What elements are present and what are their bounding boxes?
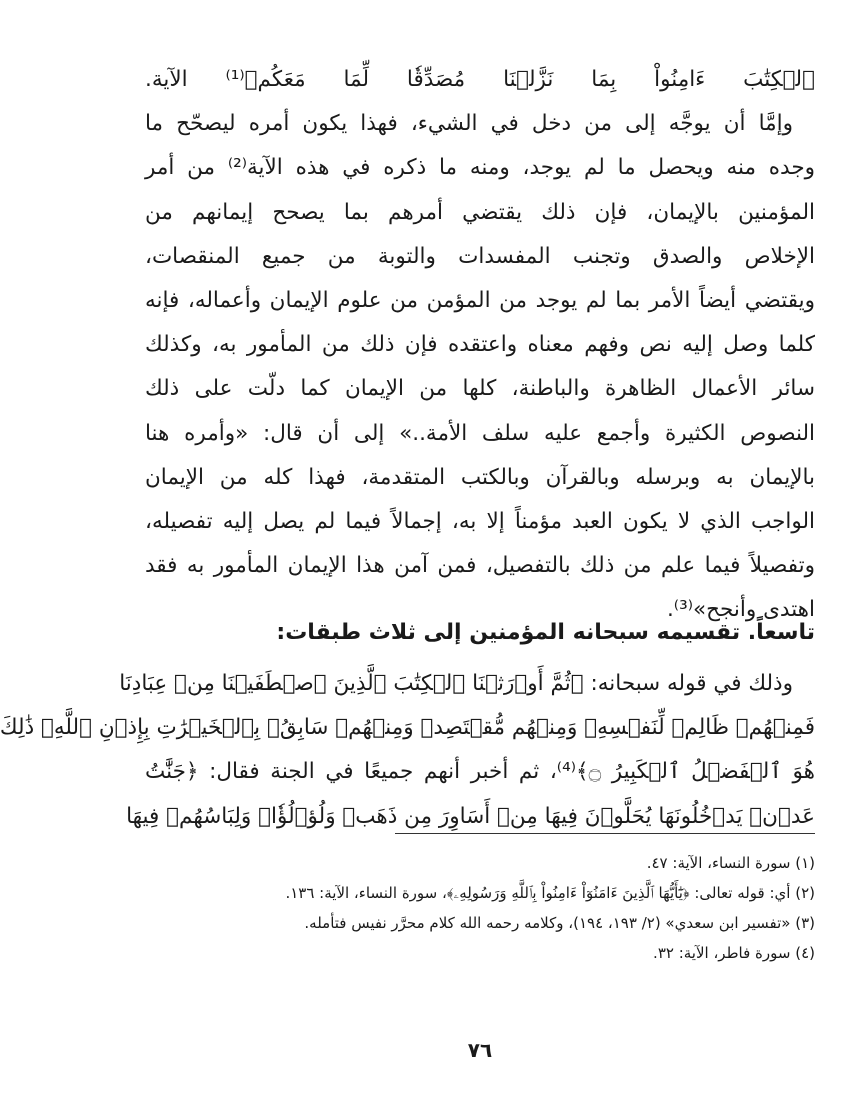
footnote: (٢) أي: قوله تعالى: ﴿يَٰٓأَيُّهَا ٱلَّذِينَ ءَامَنُوٓاْ ءَامِنُواْ بِٱللَّهِ وَرَسُولِهِۦ﴾، سورة النساء، الآية: ١٣٦. <box>285 884 815 902</box>
body-line: وإمَّا أن يوجَّه إلى من دخل في الشيء، فهذا يكون أمره ليصحّح ما <box>145 111 793 137</box>
body-line: وتفصيلاً فيما علم من ذلك بالتفصيل، فمن آمن هذا الإيمان المأمور به فقد <box>145 553 815 579</box>
body-line: وذلك في قوله سبحانه: ﴿ثُمَّ أَوۡرَثۡنَا ٱلۡكِتَٰبَ ٱلَّذِينَ ٱصۡطَفَيۡنَا مِنۡ عِبَادِنَا <box>119 671 793 696</box>
body-line: كلما وصل إليه نص وفهم معناه واعتقده فإن ذلك من المأمور به، وكذلك <box>145 332 815 358</box>
section-paragraph <box>0 662 816 839</box>
body-line: بالإيمان به وبرسله وبالقرآن وبالكتب المتقدمة، فهذا كله من الإيمان <box>145 464 815 490</box>
footnote: (١) سورة النساء، الآية: ٤٧. <box>646 854 815 872</box>
body-line: ويقتضي أيضاً الأمر بما لم يوجد من المؤمن من علوم الإيمان وأعماله، فإنه <box>145 287 815 313</box>
page-number: ٧٦ <box>467 1038 493 1062</box>
body-line: اهتدى وأنجح»⁽³⁾. <box>666 597 815 623</box>
body-line: الإخلاص والصدق وتجنب المفسدات والتوبة من جميع المنقصات، <box>145 243 815 269</box>
body-line: المؤمنين بالإيمان، فإن ذلك يقتضي أمرهم بما يصحح إيمانهم من <box>145 199 815 225</box>
body-line: سائر الأعمال الظاهرة والباطنة، كلها من الإيمان كما دلّت على ذلك <box>145 376 815 402</box>
footnote: (٤) سورة فاطر، الآية: ٣٢. <box>653 944 815 962</box>
footnote: (٣) «تفسير ابن سعدي» (٢/ ١٩٣، ١٩٤)، وكلامه رحمه الله كلام محرَّر نفيس فتأمله. <box>304 914 815 932</box>
body-line: ٱلۡكِتَٰبَ ءَامِنُواْ بِمَا نَزَّلۡنَا مُصَدِّقٗا لِّمَا مَعَكُم﴾⁽¹⁾ الآية. <box>145 67 815 92</box>
body-line: الواجب الذي لا يكون العبد مؤمناً إلا به، إجمالاً فيما لم يصل إليه تفصيله، <box>145 508 815 534</box>
section-heading: تاسعاً. تقسيمه سبحانه المؤمنين إلى ثلاث طبقات: <box>276 620 815 645</box>
book-page <box>0 58 816 1062</box>
footnotes <box>145 848 815 968</box>
body-line: النصوص الكثيرة وأجمع عليه سلف الأمة..» إلى أن قال: «وأمره هنا <box>145 420 815 446</box>
body-line: هُوَ ٱلۡفَضۡلُ ٱلۡكَبِيرُ ۝﴾⁽⁴⁾، ثم أخبر أنهم جميعًا في الجنة فقال: ﴿جَنَّٰتُ <box>145 759 816 785</box>
body-paragraph <box>145 58 815 632</box>
body-line: عَدۡنٖ يَدۡخُلُونَهَا يُحَلَّوۡنَ فِيهَا مِنۡ أَسَاوِرَ مِن ذَهَبٖ وَلُؤۡلُؤٗاۖ وَلِبَاسُهُمۡ فِيهَا <box>126 803 815 829</box>
body-line: وجده منه ويحصل ما لم يوجد، ومنه ما ذكره في هذه الآية⁽²⁾ من أمر <box>145 155 816 181</box>
body-line: فَمِنۡهُمۡ ظَالِمٞ لِّنَفۡسِهِۦ وَمِنۡهُم مُّقۡتَصِدٞ وَمِنۡهُمۡ سَابِقُۢ بِٱلۡخَيۡرَٰتِ بِإِذۡنِ ٱللَّهِۚ ذَٰلِكَ <box>0 715 815 741</box>
footnote-divider <box>395 833 815 834</box>
